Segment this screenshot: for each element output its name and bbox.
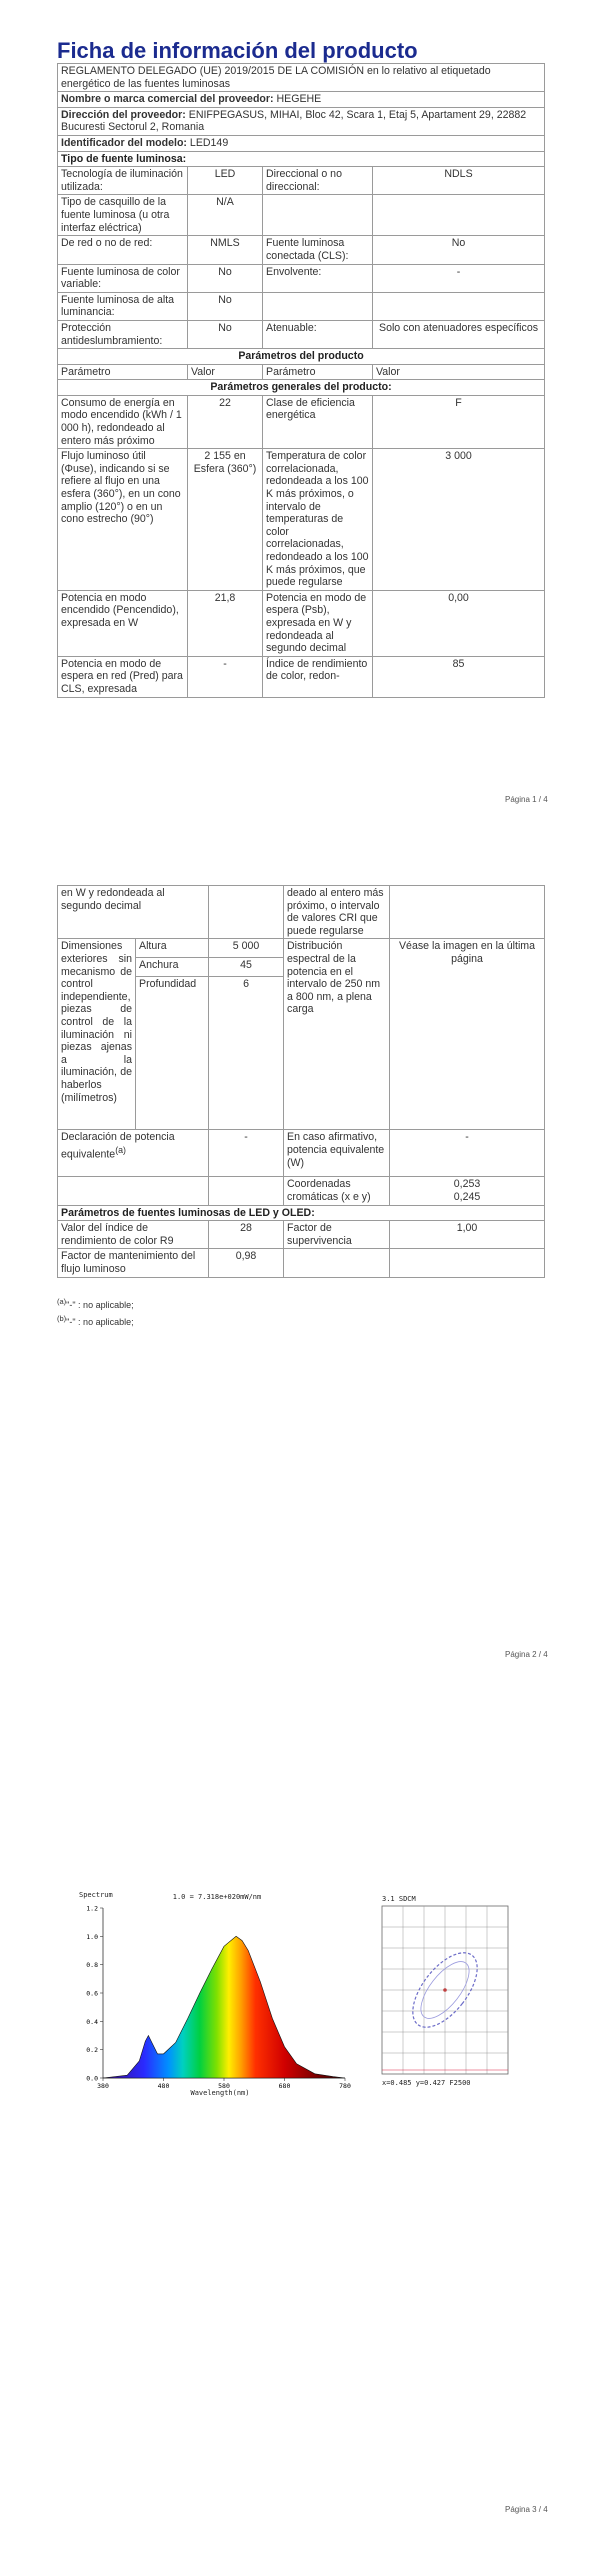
spectrum-ylabel: Spectrum [79, 1891, 113, 1899]
page-number: Página 3 / 4 [505, 2505, 548, 2514]
y-tick-label: 0.4 [86, 2017, 98, 2026]
table-row: Potencia en modo encendido (Pencendido), expresada en W 21,8 Potencia en modo de espera (Psb), expresada en W y redondeada al segundo decimal 0,00 [58, 590, 545, 656]
chromaticity-chart [372, 1888, 520, 2098]
table-row: Tecnología de iluminación utilizada: LED Direccional o no direccional: NDLS [58, 167, 545, 195]
page-number: Página 1 / 4 [505, 795, 548, 804]
table-row: Potencia en modo de espera en red (Pred) para CLS, expresada - Índice de rendimiento de color, redon- 85 [58, 656, 545, 697]
column-headers: Parámetro Valor Parámetro Valor [58, 364, 545, 380]
table-row: Fuente luminosa de color variable: No Envolvente: - [58, 264, 545, 292]
x-tick-label: 680 [278, 2082, 291, 2090]
footnote: $^{(b)}$"-" : no aplicable; [57, 1314, 134, 1327]
y-tick-label: 1.0 [86, 1932, 98, 1941]
model-row: Identificador del modelo: LED149 [58, 135, 545, 151]
spectrum-svg [75, 1888, 365, 2098]
footnote: $^{(a)}$"-" : no aplicable; [57, 1297, 134, 1310]
table-row: Protección antideslumbramiento: No Atenuable: Solo con atenuadores específicos [58, 320, 545, 348]
table-row: Profundidad 6 [58, 977, 545, 1130]
sdcm-point [443, 1988, 447, 1992]
table-row: Tipo de casquillo de la fuente luminosa (u otra interfaz eléctrica) N/A [58, 195, 545, 236]
table-row: Factor de mantenimiento del flujo luminoso 0,98 [58, 1249, 545, 1277]
sdcm-title: 3.1 SDCM [382, 1895, 416, 1903]
product-info-table-p2 [57, 885, 545, 1278]
chromaticity-svg [372, 1888, 520, 2098]
x-tick-label: 780 [339, 2082, 351, 2090]
table-row: Consumo de energía en modo encendido (kWh / 1 000 h), redondeado al entero más próximo 22 Clase de eficiencia energética F [58, 395, 545, 448]
y-tick-label: 0.6 [86, 1989, 98, 1998]
supplier-brand-row: Nombre o marca comercial del proveedor: HEGEHE [58, 92, 545, 108]
x-tick-label: 480 [157, 2082, 170, 2090]
y-tick-label: 0.2 [86, 2046, 98, 2055]
y-tick-label: 0.8 [86, 1961, 98, 1970]
product-params-header: Parámetros del producto [58, 349, 545, 365]
sdcm-caption: x=0.485 y=0.427 F2500 [382, 2079, 471, 2087]
table-row: Coordenadas cromáticas (x e y) 0,253 0,245 [58, 1177, 545, 1205]
table-row: Fuente luminosa de alta luminancia: No [58, 292, 545, 320]
y-tick-label: 1.2 [86, 1904, 98, 1913]
led-params-header: Parámetros de fuentes luminosas de LED y OLED: [58, 1205, 545, 1221]
table-row: Declaración de potencia equivalente$^{(a)}$ - En caso afirmativo, potencia equivalente (W) - [58, 1130, 545, 1177]
x-tick-label: 580 [218, 2082, 230, 2090]
x-tick-label: 380 [97, 2082, 109, 2090]
spectrum-area [103, 1936, 345, 2078]
spectrum-title: 1.0 = 7.318e+020mW/nm [172, 1893, 262, 1901]
table-row: Valor del índice de rendimiento de color R9 28 Factor de supervivencia 1,00 [58, 1221, 545, 1249]
regulation-text: REGLAMENTO DELEGADO (UE) 2019/2015 DE LA COMISIÓN en lo relativo al etiquetado energético de las fuentes luminosas [58, 64, 545, 92]
table-row: De red o no de red: NMLS Fuente luminosa conectada (CLS): No [58, 236, 545, 264]
y-tick-label: 0.0 [86, 2074, 98, 2083]
table-row: Flujo luminoso útil (Φuse), indicando si se refiere al flujo en una esfera (360°), en un cono amplio (120°) o en un cono estrecho (90°) 2 155 en Esfera (360°) Temperatura de color correlacionada, redondeada a los 100 K más próximos, o intervalo de temperaturas de color correlacionadas, redondeado a los 100 K más próximos, que puede regularse 3 000 [58, 449, 545, 591]
table-row: en W y redondeada al segundo decimal deado al entero más próximo, o intervalo de valores CRI que puede regularse [58, 886, 545, 939]
general-params-header: Parámetros generales del producto: [58, 380, 545, 396]
supplier-address-row: Dirección del proveedor: ENIFPEGASUS, MIHAI, Bloc 42, Scara 1, Etaj 5, Apartament 29, 22882 Bucuresti Sectorul 2, Romania [58, 107, 545, 135]
type-header: Tipo de fuente luminosa: [58, 151, 545, 167]
spectrum-xlabel: Wavelength(nm) [190, 2089, 250, 2097]
page-number: Página 2 / 4 [505, 1650, 548, 1659]
dimensions-row: Dimensiones exteriores sin mecanismo de control independiente, piezas de control de la iluminación ni piezas ajenas a la iluminación, de haberlos (milímetros) Altura 5 000 Distribución espectral de la potencia en el intervalo de 250 nm a 800 nm, a plena carga Véase la imagen en la última página [58, 939, 545, 958]
table-row: Anchura 45 [58, 958, 545, 977]
spectrum-chart [75, 1888, 365, 2098]
page-title: Ficha de información del producto [57, 38, 418, 63]
product-info-table-p1 [57, 63, 545, 698]
